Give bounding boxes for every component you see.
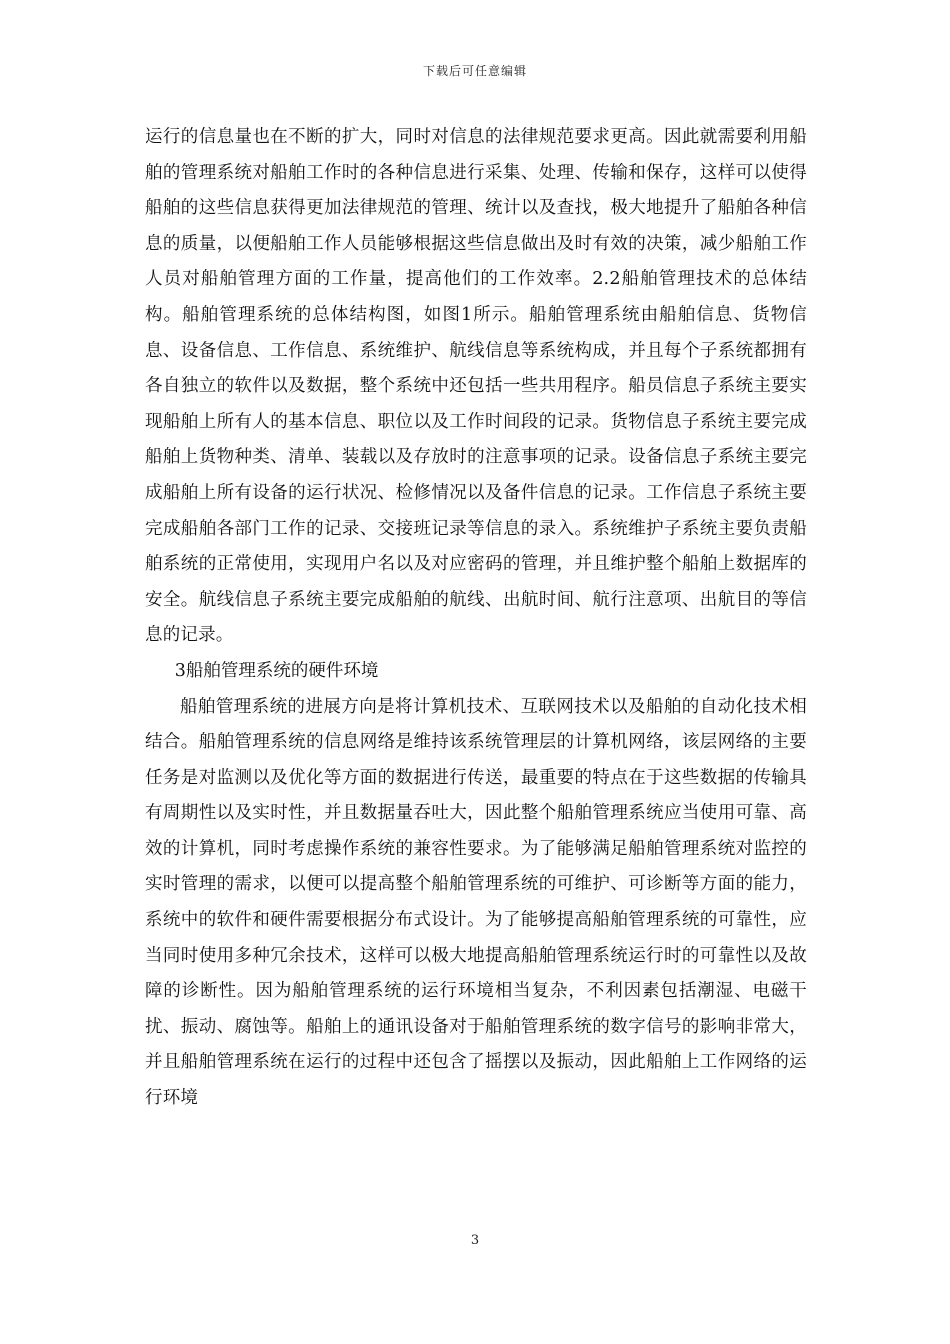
- document-body: [145, 120, 807, 1117]
- body-paragraph-1: 运行的信息量也在不断的扩大，同时对信息的法律规范要求更高。因此就需要利用船舶的管理系统对船舶工作时的各种信息进行采集、处理、传输和保存，这样可以使得船舶的这些信息获得更加法律规范的管理、统计以及查找，极大地提升了船舶各种信息的质量，以便船舶工作人员能够根据这些信息做出及时有效的决策，减少船舶工作人员对船舶管理方面的工作量，提高他们的工作效率。2.2船舶管理技术的总体结构。船舶管理系统的总体结构图，如图1所示。船舶管理系统由船舶信息、货物信息、设备信息、工作信息、系统维护、航线信息等系统构成，并且每个子系统都拥有各自独立的软件以及数据，整个系统中还包括一些共用程序。船员信息子系统主要实现船舶上所有人的基本信息、职位以及工作时间段的记录。货物信息子系统主要完成船舶上货物种类、清单、装载以及存放时的注意事项的记录。设备信息子系统主要完成船舶上所有设备的运行状况、检修情况以及备件信息的记录。工作信息子系统主要完成船舶各部门工作的记录、交接班记录等信息的录入。系统维护子系统主要负责船舶系统的正常使用，实现用户名以及对应密码的管理，并且维护整个船舶上数据库的安全。航线信息子系统主要完成船舶的航线、出航时间、航行注意项、出航目的等信息的记录。: [145, 127, 807, 646]
- body-paragraph-2: 船舶管理系统的进展方向是将计算机技术、互联网技术以及船舶的自动化技术相结合。船舶管理系统的信息网络是维持该系统管理层的计算机网络，该层网络的主要任务是对监测以及优化等方面的数据进行传送，最重要的特点在于这些数据的传输具有周期性以及实时性，并且数据量吞吐大，因此整个船舶管理系统应当使用可靠、高效的计算机，同时考虑操作系统的兼容性要求。为了能够满足船舶管理系统对监控的实时管理的需求，以便可以提高整个船舶管理系统的可维护、可诊断等方面的能力，系统中的软件和硬件需要根据分布式设计。为了能够提高船舶管理系统的可靠性，应当同时使用多种冗余技术，这样可以极大地提高船舶管理系统运行时的可靠性以及故障的诊断性。因为船舶管理系统的运行环境相当复杂，不利因素包括潮湿、电磁干扰、振动、腐蚀等。船舶上的通讯设备对于船舶管理系统的数字信号的影响非常大，并且船舶管理系统在运行的过程中还包含了摇摆以及振动，因此船舶上工作网络的运行环境: [145, 696, 807, 1109]
- page-header-note: 下载后可任意编辑: [422, 64, 527, 78]
- page-number: 3: [470, 1233, 480, 1248]
- section-heading: 3船舶管理系统的硬件环境: [174, 660, 379, 681]
